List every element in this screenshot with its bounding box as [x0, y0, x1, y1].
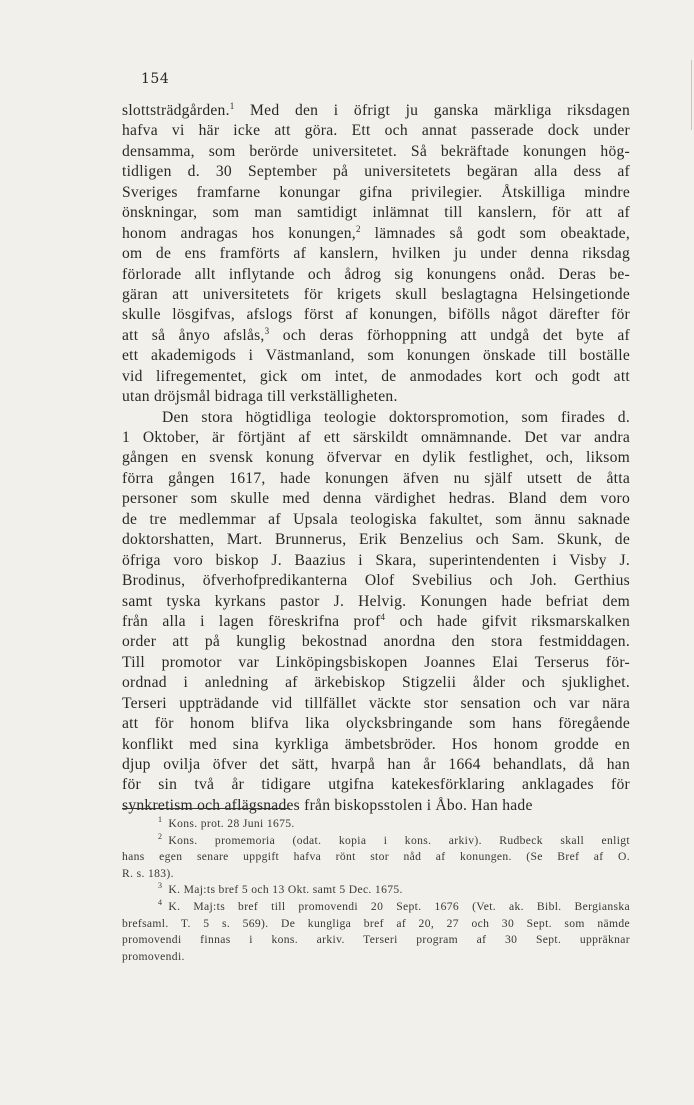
footnote-line: $^4$ K. Maj:ts bref till promovendi 20 Sept. 1676 (Vet. ak. Bibl. Bergianska [158, 897, 630, 913]
body-line: öfriga voro biskop J. Baazius i Skara, superintendenten i Visby J. [122, 551, 630, 569]
body-text [122, 101, 630, 816]
footnote-reference: 4 [380, 611, 386, 622]
body-line: Den stora högtidliga teologie doktorspromotion, som firades d. [162, 408, 630, 426]
footnote-separator [122, 808, 290, 809]
footnotes [122, 816, 630, 965]
footnote-mark: 1 [158, 815, 163, 824]
footnote-line: $^1$ Kons. prot. 28 Juni 1675. [158, 815, 295, 830]
body-line: djup ovilja öfver det sätt, hvarpå han år 1664 behandlats, då han [122, 756, 630, 773]
body-line: tidligen d. 30 September på universitetets begäran alla dess af [122, 163, 630, 181]
page-edge-mark [691, 60, 692, 130]
footnote-line: brefsaml. T. 5 s. 569). De kungliga bref af 20, 27 och 30 Sept. som nämde [122, 916, 630, 930]
body-line: att så ånyo afslås,$^3$ och deras förhoppning att undgå det byte af [122, 325, 630, 344]
footnote-mark: 2 [158, 831, 163, 841]
footnote-line: promovendi. [122, 949, 185, 963]
body-line: de tre medlemmar af Upsala teologiska fakultet, som ännu saknade [122, 510, 630, 528]
body-line: att för honom blifva lika olycksbringande som hans föregående [122, 715, 630, 733]
body-line: Terseri uppträdande vid tillfället väckte stor sensation och var nära [122, 694, 630, 712]
footnote-line: promovendi finnas i kons. arkiv. Terseri program af 30 Sept. uppräknar [122, 933, 630, 947]
body-line: om de ens framförts af kanslern, hvilken ju under denna riksdag [122, 245, 630, 263]
body-line: förlorade allt inflytande och ådrog sig konungens onåd. Deras be- [122, 265, 630, 283]
body-line: skulle lösgifvas, afslogs först af konungen, bifölls något därefter för [122, 306, 630, 324]
body-line: från alla i lagen föreskrifna prof$^4$ och hade gifvit riksmarskalken [122, 611, 630, 630]
body-line: Sveriges framfarne konungar gifna privilegier. Åtskilliga mindre [122, 183, 630, 201]
footnote-line: $^2$ Kons. promemoria (odat. kopia i kons. arkiv). Rudbeck skall enligt [158, 831, 630, 847]
body-line: honom andragas hos konungen,$^2$ lämnades så godt som obeaktade, [122, 223, 630, 242]
body-line: för sin två år tidigare utgifna katekesförklaring anklagades för [122, 776, 630, 794]
footnote-line: R. s. 183). [122, 866, 174, 880]
body-line: gäran att universitetets för krigets skull beslagtagna Helsingetionde [122, 285, 630, 303]
footnote-mark: 3 [158, 881, 163, 891]
footnote-line: $^3$ K. Maj:ts bref 5 och 13 Okt. samt 5 Dec. 1675. [158, 881, 403, 897]
body-line: önskningar, som man samtidigt inlämnat till kanslern, för att af [122, 204, 630, 222]
footnote-reference: 1 [229, 101, 235, 111]
page-number: 154 [141, 71, 170, 87]
body-line: slottsträdgården.$^1$ Med den i öfrigt ju ganska märkliga riksdagen [122, 101, 630, 119]
body-line: konflikt med sina kyrkliga ämbetsbröder. Hos honom grodde en [122, 735, 630, 753]
body-line: förra gången 1617, hade konungen äfven nu själf utsett de åtta [122, 469, 630, 487]
footnote-reference: 2 [355, 223, 361, 234]
body-line: Brodinus, öfverhofpredikanterna Olof Svebilius och Joh. Gerthius [122, 572, 630, 590]
body-line: utan dröjsmål bidraga till verkställigheten. [122, 388, 398, 406]
footnote-line: hans egen senare uppgift hafva rönt stor nåd af konungen. (Se Bref af O. [122, 850, 630, 864]
body-line: gången en svensk konung öfvervar en dylik festlighet, och, liksom [122, 449, 630, 467]
body-line: densamma, som berörde universitetet. Så bekräftade konungen hög- [122, 142, 630, 160]
body-line: personer som skulle med denna värdighet hedras. Bland dem voro [122, 490, 630, 508]
body-line: synkretism och aflägsnades från biskopsstolen i Åbo. Han hade [122, 796, 533, 814]
body-line: vid lifregementet, gick om intet, de anmodades kort och godt att [122, 367, 630, 385]
body-line: doktorshatten, Mart. Brunnerus, Erik Benzelius och Sam. Skunk, de [122, 531, 630, 549]
body-line: hafva vi här icke att göra. Ett och annat passerade dock under [122, 122, 630, 140]
footnote-mark: 4 [158, 897, 163, 907]
body-line: ordnad i anledning af ärkebiskop Stigzelii ålder och sjuklighet. [122, 674, 630, 692]
body-line: samt tyska kyrkans pastor J. Helvig. Konungen hade befriat dem [122, 592, 630, 610]
body-line: 1 Oktober, är förtjänt af ett särskildt omnämnande. Det var andra [122, 429, 630, 446]
body-line: order att på kunglig bekostnad anordna den stora festmiddagen. [122, 633, 630, 651]
body-line: ett akademigods i Västmanland, som konungen önskade till boställe [122, 347, 630, 365]
body-line: Till promotor var Linköpingsbiskopen Joannes Elai Terserus för- [122, 653, 630, 671]
footnote-reference: 3 [264, 325, 270, 336]
